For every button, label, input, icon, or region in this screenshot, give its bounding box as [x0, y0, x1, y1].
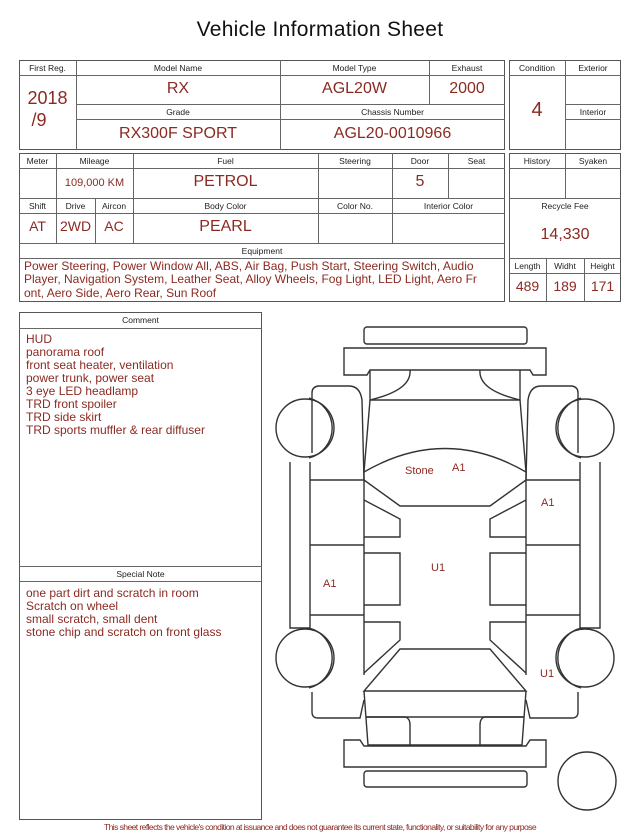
page-title: Vehicle Information Sheet [196, 18, 444, 41]
body-color-label: Body Color [204, 201, 247, 211]
exhaust-label: Exhaust [451, 63, 483, 73]
special-note-line: Scratch on wheel [26, 599, 119, 613]
front-fender-left [312, 386, 364, 480]
wheel-rear-right [556, 629, 614, 687]
equipment-line-2: Player, Navigation System, Leather Seat, Alloy Wheels, Fog Light, LED Light, Aero Fr [24, 272, 477, 287]
mileage-value: 109,000 KM [64, 177, 125, 189]
wheel-rear-left [276, 629, 334, 687]
width-label: Widht [554, 261, 576, 271]
headlamp-right [480, 370, 520, 400]
condition-value: 4 [531, 99, 543, 121]
rear-bumper [344, 740, 546, 767]
rear-fender-right [526, 692, 578, 718]
damage-mark-windshield-note: Stone [405, 465, 434, 477]
special-note-line: one part dirt and scratch in room [26, 586, 199, 600]
comment-line: TRD sports muffler & rear diffuser [26, 423, 205, 437]
steering-label: Steering [339, 156, 371, 166]
meter-label: Meter [26, 156, 49, 166]
history-label: History [523, 156, 551, 166]
syaken-label: Syaken [578, 156, 608, 166]
width-value: 189 [553, 278, 577, 294]
first-reg-month: /9 [31, 110, 47, 130]
exhaust-value: 2000 [449, 80, 485, 97]
comment-line: TRD side skirt [26, 410, 102, 424]
comment-line: TRD front spoiler [26, 397, 117, 411]
chassis-number-value: AGL20-0010966 [333, 125, 452, 142]
damage-mark-left-rear-door: A1 [323, 578, 337, 590]
chassis-number-label: Chassis Number [361, 107, 424, 117]
special-note-label: Special Note [116, 569, 165, 579]
rear-window [364, 649, 526, 691]
model-name-value: RX [166, 80, 190, 97]
door-label: Door [410, 156, 430, 166]
comment-line: power trunk, power seat [26, 371, 155, 385]
comment-label: Comment [122, 315, 159, 325]
model-name-label: Model Name [153, 63, 203, 73]
damage-mark-windshield: A1 [452, 462, 466, 474]
trunk [364, 691, 526, 745]
height-label: Height [590, 261, 615, 271]
front-bumper [344, 348, 546, 375]
door-value: 5 [415, 173, 425, 190]
length-label: Length [514, 261, 541, 271]
exterior-label: Exterior [578, 63, 608, 73]
equipment-line-3: ont, Aero Side, Aero Rear, Sun Roof [24, 285, 217, 300]
grade-label: Grade [166, 107, 190, 117]
damage-mark-right-front-door: A1 [541, 497, 555, 509]
seat-label: Seat [467, 156, 486, 166]
damage-mark-roof: U1 [431, 562, 446, 574]
equipment-text [24, 260, 502, 300]
recycle-fee-label: Recycle Fee [541, 201, 589, 211]
special-note-line: small scratch, small dent [26, 612, 158, 626]
shift-value: AT [29, 218, 46, 234]
windshield [364, 449, 526, 473]
condition-label: Condition [519, 63, 555, 73]
front-fender-right [526, 386, 578, 480]
body-color-value: PEARL [199, 218, 252, 235]
headlamp-left [370, 370, 410, 400]
comment-line: 3 eye LED headlamp [26, 384, 139, 398]
drive-value: 2WD [59, 218, 92, 234]
rear-lip [364, 771, 527, 787]
equipment-label: Equipment [241, 246, 283, 256]
wheel-front-left [276, 399, 334, 457]
interior-label: Interior [579, 107, 607, 117]
disclaimer-footer: This sheet reflects the vehicle's condition at issuance and does not guarantee its current state, functionality, or suitability for any purpose [103, 822, 537, 832]
equipment-line-1: Power Steering, Power Window All, ABS, Air Bag, Push Start, Steering Switch, Audio [24, 259, 474, 273]
mileage-label: Mileage [79, 156, 110, 166]
model-type-label: Model Type [332, 63, 377, 73]
recycle-fee-value: 14,330 [540, 226, 590, 243]
length-value: 489 [515, 278, 540, 294]
model-type-value: AGL20W [322, 80, 387, 97]
aircon-label: Aircon [101, 201, 127, 211]
fuel-value: PETROL [193, 173, 258, 190]
fuel-label: Fuel [217, 156, 234, 166]
comment-line: front seat heater, ventilation [26, 358, 174, 372]
rear-fender-left [312, 692, 364, 718]
drive-label: Drive [65, 201, 86, 211]
front-lip [364, 327, 527, 344]
height-value: 171 [590, 278, 615, 294]
first-reg-year: 2018 [27, 88, 68, 108]
shift-label: Shift [28, 201, 46, 211]
comment-line: panorama roof [26, 345, 105, 359]
aircon-value: AC [104, 218, 124, 234]
first-reg-label: First Reg. [29, 63, 66, 73]
damage-mark-right-rear-quarter: U1 [540, 668, 555, 680]
wheel-front-right [556, 399, 614, 457]
comment-line: HUD [26, 332, 52, 346]
grade-value: RX300F SPORT [119, 125, 237, 142]
interior-color-label: Interior Color [423, 201, 474, 211]
special-note-line: stone chip and scratch on front glass [26, 625, 222, 639]
hood [370, 370, 520, 400]
spare-tire [558, 752, 616, 810]
color-no-label: Color No. [337, 201, 373, 211]
